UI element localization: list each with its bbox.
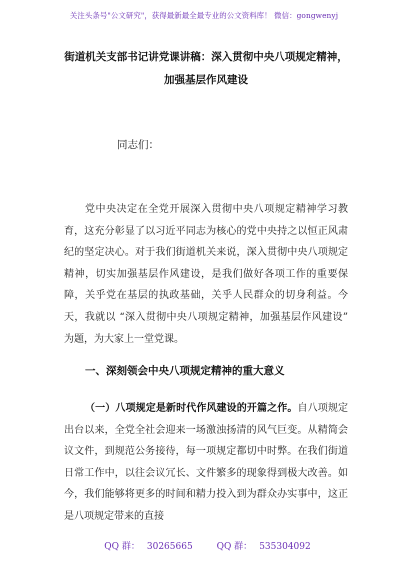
qq-number-1: 30265665 <box>146 542 193 552</box>
section-heading: 一、深刻领会中央八项规定精神的重大意义 <box>85 365 285 377</box>
qq-label-1: QQ 群： <box>104 542 140 552</box>
qq-group-2 <box>210 542 311 552</box>
intro-paragraph: 党中央决定在全党开展深入贯彻中央八项规定精神学习教育，这充分彰显了以习近平同志为核心的党中央持之以恒正风肃纪的坚定决心。对于我们街道机关来说，深入贯彻中央八项规定精神，切实加强基层作风建设，是我们做好各项工作的重要保障，关乎党在基层的执政基础，关乎人民群众的切身利益。今天，我就以 “深入贯彻中央八项规定精神，加强基层作风建设” 为题，为大家上一堂党课。 <box>64 204 348 345</box>
qq-group-1 <box>97 542 192 552</box>
header-banner: 关注头条号"公文研究"，获得最新最全最专业的公文资料库！ 微信：gongwenyj <box>69 11 339 20</box>
qq-label-2: QQ 群： <box>216 542 253 552</box>
subsection-lead: （一）八项规定是新时代作风建设的开篇之作。 <box>85 403 298 414</box>
document-title: 街道机关支部书记讲党课讲稿：深入贯彻中央八项规定精神，加强基层作风建设 <box>64 51 348 86</box>
subsection-body: 自八项规定出台以来，全党全社会迎来一场激浊扬清的风气巨变。从精简会议文件，到规范公务接待，每一项规定都切中时弊。在我们街道日常工作中，以往会议冗长、文件繁多的现象得到极大改善。如今，我们能够将更多的时间和精力投入到为群众办实事中，这正是八项规定带来的直接 <box>64 403 349 522</box>
qq-number-2: 535304092 <box>259 542 311 552</box>
footer-qq-groups <box>0 539 408 552</box>
salutation: 同志们： <box>117 139 159 151</box>
subsection-paragraph <box>64 398 348 528</box>
